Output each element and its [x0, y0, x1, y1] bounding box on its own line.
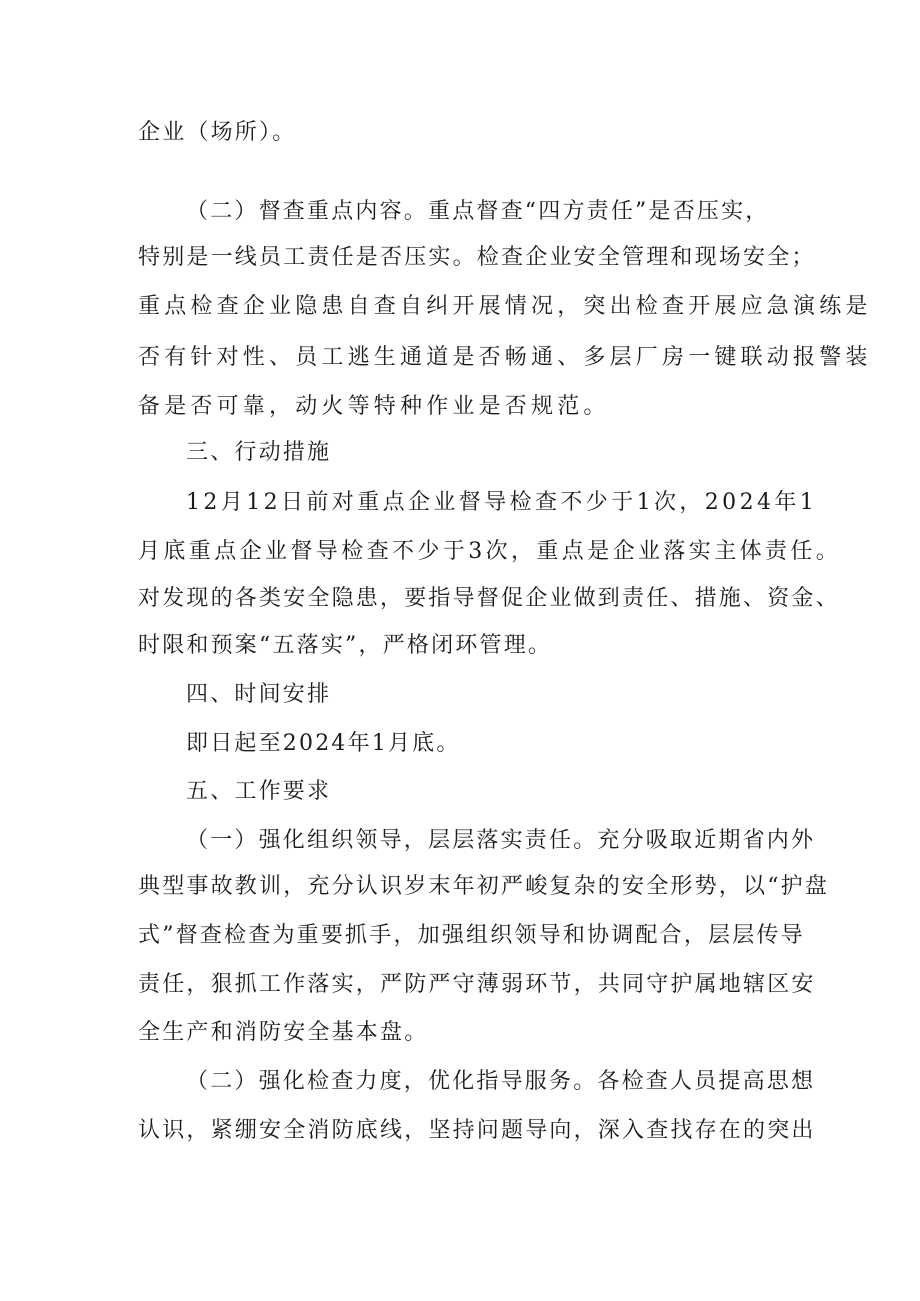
- text-line: 月底重点企业督导检查不少于3次，重点是企业落实主体责任。: [138, 539, 842, 564]
- text-line: 否有针对性、员工逃生通道是否畅通、多层厂房一键联动报警装: [138, 345, 872, 370]
- text-line: 企业（场所）。: [138, 120, 297, 145]
- text-line: （一）强化组织领导，层层落实责任。充分吸取近期省内外: [186, 828, 816, 853]
- section-heading: 三、行动措施: [186, 440, 332, 465]
- text-line: （二）督查重点内容。重点督查“四方责任”是否压实，: [186, 199, 770, 224]
- text-line: 全生产和消防安全基本盘。: [138, 1020, 429, 1045]
- text-line: 认识，紧绷安全消防底线，坚持问题导向，深入查找存在的突出: [138, 1118, 816, 1143]
- text-line: 12月12日前对重点企业督导检查不少于1次，2024年1: [186, 490, 818, 515]
- text-line: （二）强化检查力度，优化指导服务。各检查人员提高思想: [186, 1069, 816, 1094]
- section-heading: 五、工作要求: [186, 779, 332, 804]
- text-line: 责任，狠抓工作落实，严防严守薄弱环节，共同守护属地辖区安: [138, 972, 816, 997]
- text-line: 时限和预案“五落实”，严格闭环管理。: [138, 633, 553, 658]
- text-line: 重点检查企业隐患自查自纠开展情况，突出检查开展应急演练是: [138, 294, 872, 319]
- text-line: 对发现的各类安全隐患，要指导督促企业做到责任、措施、资金、: [138, 586, 840, 611]
- text-line: 备是否可靠，动火等特种作业是否规范。: [138, 394, 610, 419]
- section-heading: 四、时间安排: [186, 682, 332, 707]
- text-line: 即日起至2024年1月底。: [186, 731, 461, 756]
- text-line: 典型事故教训，充分认识岁末年初严峻复杂的安全形势，以“护盘: [138, 874, 830, 899]
- text-line: 式”督查检查为重要抓手，加强组织领导和协调配合，层层传导: [138, 923, 805, 948]
- text-line: 特别是一线员工责任是否压实。检查企业安全管理和现场安全；: [138, 245, 816, 270]
